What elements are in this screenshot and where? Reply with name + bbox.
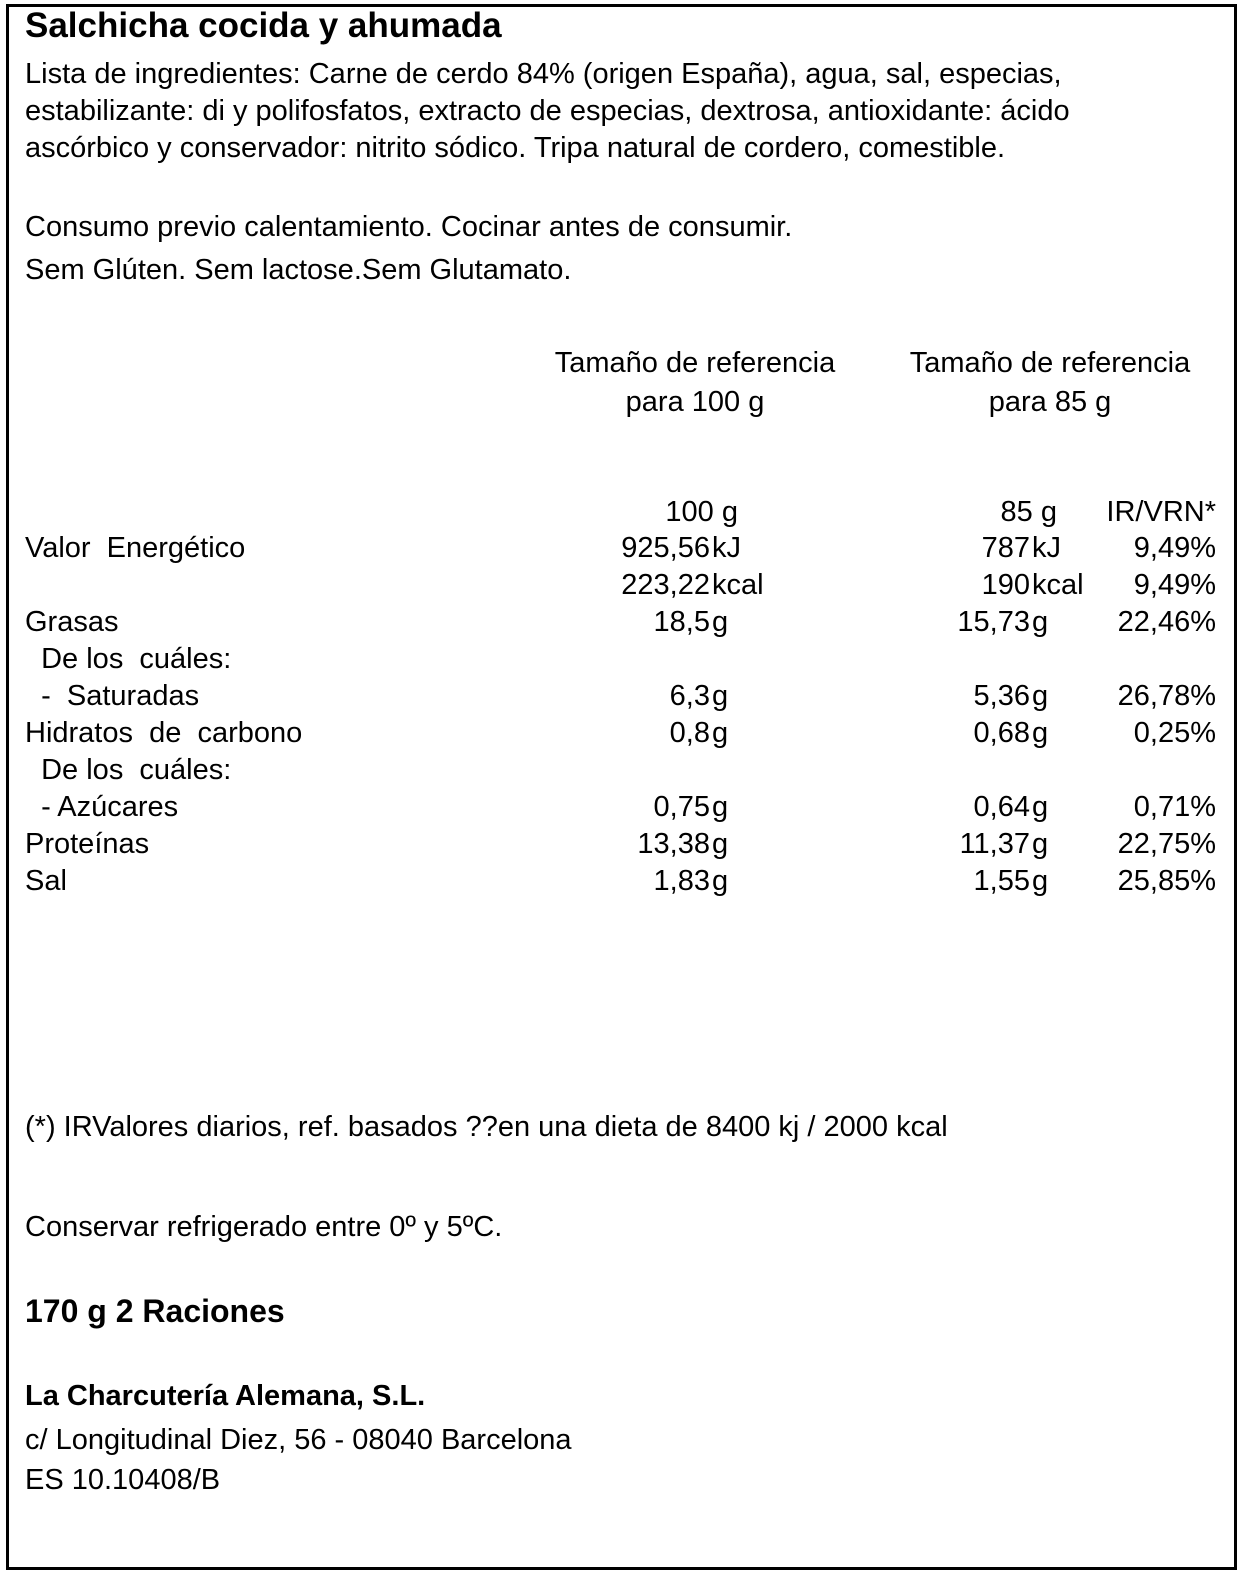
unit-85g: g [1032, 791, 1049, 823]
table-header-85g-line-1: Tamaño de referencia [909, 347, 1191, 379]
table-row [0, 678, 1250, 715]
ir-vrn-percent: 0,25% [1133, 717, 1216, 749]
usage-instructions: Consumo previo calentamiento. Cocinar antes de consumir. [25, 211, 793, 243]
value-85g: 11,37 [959, 828, 1030, 860]
col-header-85g: 85 g [1000, 496, 1057, 528]
table-row [0, 567, 1250, 604]
nutrient-label: - Saturadas [25, 680, 200, 712]
product-title: Salchicha cocida y ahumada [25, 6, 502, 45]
table-row [0, 604, 1250, 641]
ingredients-line-3: ascórbico y conservador: nitrito sódico. Tripa natural de cordero, comestible. [25, 132, 1006, 164]
nutrient-label: Sal [25, 865, 67, 897]
ir-vrn-percent: 26,78% [1117, 680, 1216, 712]
value-85g: 0,64 [973, 791, 1030, 823]
ingredients-line-1: Lista de ingredientes: Carne de cerdo 84% (origen España), agua, sal, especias, [25, 58, 1062, 90]
value-85g: 787 [981, 532, 1030, 564]
table-column-headers [0, 494, 1250, 531]
nutrient-label: De los cuáles: [25, 754, 232, 786]
unit-100g: kJ [712, 532, 741, 564]
storage-instructions: Conservar refrigerado entre 0º y 5ºC. [25, 1211, 503, 1243]
unit-85g: g [1032, 865, 1049, 897]
value-85g: 0,68 [973, 717, 1030, 749]
nutrient-label: Grasas [25, 606, 119, 638]
unit-100g: kcal [712, 569, 764, 601]
unit-100g: g [712, 791, 729, 823]
value-100g: 0,75 [653, 791, 710, 823]
table-row [0, 715, 1250, 752]
net-weight: 170 g 2 Raciones [25, 1293, 285, 1329]
table-header-100g [530, 344, 860, 422]
nutrient-label: Hidratos de carbono [25, 717, 303, 749]
unit-100g: g [712, 606, 729, 638]
table-header-85g-line-2: para 85 g [988, 386, 1112, 418]
nutrient-label: Valor Energético [25, 532, 246, 564]
company-registry: ES 10.10408/B [25, 1464, 221, 1496]
table-header-85g [885, 344, 1215, 422]
col-header-100g: 100 g [665, 496, 738, 528]
table-row [0, 752, 1250, 789]
unit-100g: g [712, 717, 729, 749]
value-100g: 6,3 [669, 680, 710, 712]
value-100g: 1,83 [653, 865, 710, 897]
unit-85g: g [1032, 606, 1049, 638]
table-header-100g-line-2: para 100 g [625, 386, 765, 418]
table-row [0, 826, 1250, 863]
unit-85g: kJ [1032, 532, 1061, 564]
table-row [0, 863, 1250, 900]
nutrient-label: - Azúcares [25, 791, 179, 823]
col-header-pct: IR/VRN* [1106, 496, 1216, 528]
company-address: c/ Longitudinal Diez, 56 - 08040 Barcelona [25, 1424, 572, 1456]
unit-85g: g [1032, 680, 1049, 712]
company-name: La Charcutería Alemana, S.L. [25, 1380, 426, 1412]
ingredients-line-2: estabilizante: di y polifosfatos, extracto de especias, dextrosa, antioxidante: ácido [25, 95, 1070, 127]
ir-vrn-percent: 9,49% [1133, 532, 1216, 564]
ir-vrn-percent: 0,71% [1133, 791, 1216, 823]
table-header-100g-line-1: Tamaño de referencia [554, 347, 836, 379]
unit-85g: g [1032, 828, 1049, 860]
footnote: (*) IRValores diarios, ref. basados ??en una dieta de 8400 kj / 2000 kcal [25, 1111, 948, 1143]
ir-vrn-percent: 22,46% [1117, 606, 1216, 638]
unit-100g: g [712, 828, 729, 860]
ir-vrn-percent: 9,49% [1133, 569, 1216, 601]
ir-vrn-percent: 25,85% [1117, 865, 1216, 897]
value-85g: 1,55 [973, 865, 1030, 897]
value-100g: 13,38 [637, 828, 710, 860]
ir-vrn-percent: 22,75% [1117, 828, 1216, 860]
table-row [0, 789, 1250, 826]
nutrient-label: Proteínas [25, 828, 150, 860]
value-100g: 0,8 [669, 717, 710, 749]
value-100g: 925,56 [621, 532, 710, 564]
value-85g: 190 [981, 569, 1030, 601]
unit-85g: g [1032, 717, 1049, 749]
value-85g: 5,36 [973, 680, 1030, 712]
table-row [0, 641, 1250, 678]
unit-85g: kcal [1032, 569, 1084, 601]
nutrient-label: De los cuáles: [25, 643, 232, 675]
dietary-claims: Sem Glúten. Sem lactose.Sem Glutamato. [25, 254, 572, 286]
table-row [0, 530, 1250, 567]
value-100g: 18,5 [653, 606, 710, 638]
unit-100g: g [712, 865, 729, 897]
value-85g: 15,73 [957, 606, 1030, 638]
value-100g: 223,22 [621, 569, 710, 601]
unit-100g: g [712, 680, 729, 712]
